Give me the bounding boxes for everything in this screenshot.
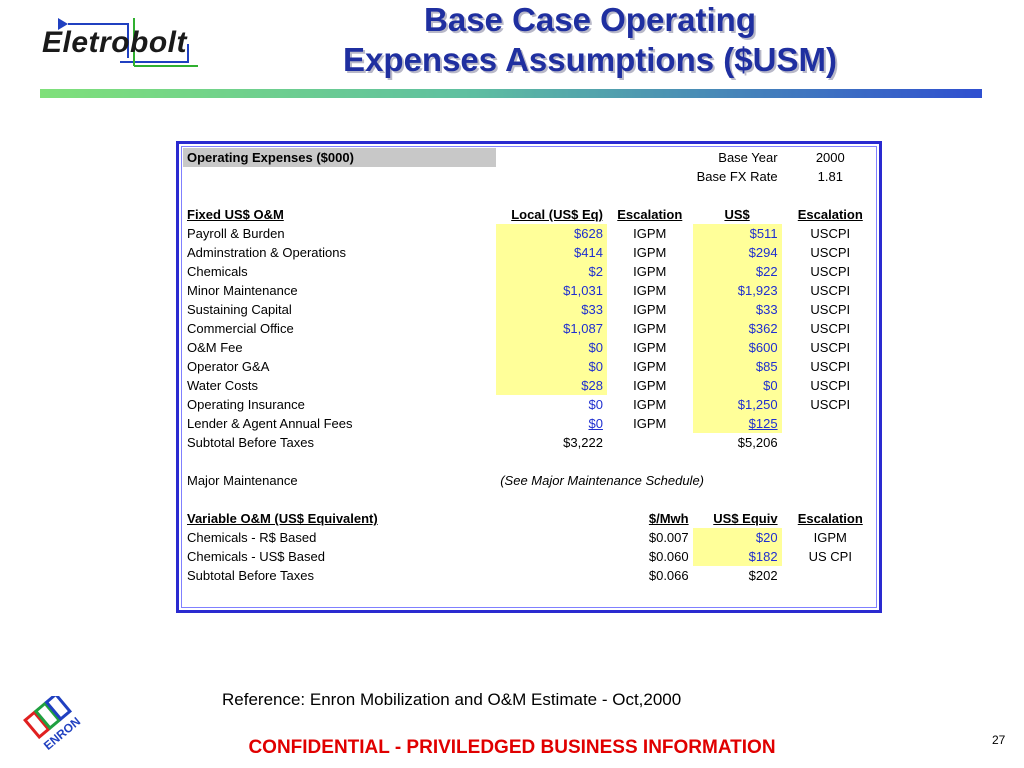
base-year-value: 2000 — [815, 150, 845, 165]
table-row: Operator G&A $0 IGPM $85 USCPI — [187, 359, 851, 374]
section-title: Operating Expenses ($000) — [183, 148, 496, 167]
table-row: Chemicals - US$ Based $0.060 $182 US CPI — [187, 549, 852, 564]
table-row: Lender & Agent Annual Fees $0 IGPM $125 — [183, 414, 879, 433]
reference-note: Reference: Enron Mobilization and O&M Estimate - Oct,2000 — [222, 690, 682, 709]
usd-header: US$ — [724, 207, 750, 222]
escalation-header: Escalation — [617, 207, 683, 222]
title-line-1: Base Case Operating — [424, 1, 756, 38]
fixed-header-row — [183, 205, 879, 224]
fixed-subtotal-row: Subtotal Before Taxes $3,222 $5,206 — [187, 435, 778, 450]
local-header: Local (US$ Eq) — [511, 207, 603, 222]
major-maintenance-note: (See Major Maintenance Schedule) — [500, 473, 704, 488]
header-gradient-bar — [40, 89, 982, 98]
table-row: Water Costs $28 IGPM $0 USCPI — [187, 378, 851, 393]
opex-table — [183, 148, 879, 585]
page-title — [230, 0, 950, 80]
variable-header-row — [183, 509, 879, 528]
enron-logo-text: ENRON — [40, 714, 84, 753]
page-number: 27 — [992, 733, 1006, 747]
major-maintenance-row: Major Maintenance (See Major Maintenance Schedule) — [183, 471, 879, 490]
table-row: Operating Insurance $0 IGPM $1,250 USCPI — [187, 397, 851, 412]
table-row: Chemicals - R$ Based $0.007 $20 IGPM — [187, 530, 847, 545]
usd-equiv-header: US$ Equiv — [713, 511, 778, 526]
table-row — [183, 167, 879, 186]
confidential-notice: CONFIDENTIAL - PRIVILEDGED BUSINESS INFORMATION — [248, 737, 776, 758]
logo-text: Eletrobolt — [42, 26, 187, 59]
title-line-2: Expenses Assumptions ($USM) — [343, 41, 837, 78]
mwh-header: $/Mwh — [648, 511, 689, 526]
table-row: O&M Fee $0 IGPM $600 USCPI — [187, 340, 851, 355]
escalation-header-2: Escalation — [797, 207, 863, 222]
table-row: Minor Maintenance $1,031 IGPM $1,923 USCPI — [187, 283, 851, 298]
table-row — [183, 148, 879, 167]
fixed-header: Fixed US$ O&M — [187, 207, 284, 222]
table-row: Commercial Office $1,087 IGPM $362 USCPI — [187, 321, 851, 336]
eletrobolt-logo — [38, 14, 198, 70]
fx-label: Base FX Rate — [696, 169, 778, 184]
variable-header: Variable O&M (US$ Equivalent) — [187, 511, 378, 526]
fx-value: 1.81 — [817, 169, 843, 184]
table-row: Adminstration & Operations $414 IGPM $294 USCPI — [187, 245, 851, 260]
table-row: Sustaining Capital $33 IGPM $33 USCPI — [187, 302, 851, 317]
table-row: Payroll & Burden $628 IGPM $511 USCPI — [187, 226, 851, 241]
variable-subtotal-row: Subtotal Before Taxes $0.066 $202 — [187, 568, 778, 583]
opex-table-frame — [176, 141, 882, 613]
variable-escalation-header: Escalation — [797, 511, 863, 526]
base-year-label: Base Year — [718, 150, 778, 165]
table-row: Chemicals $2 IGPM $22 USCPI — [187, 264, 851, 279]
